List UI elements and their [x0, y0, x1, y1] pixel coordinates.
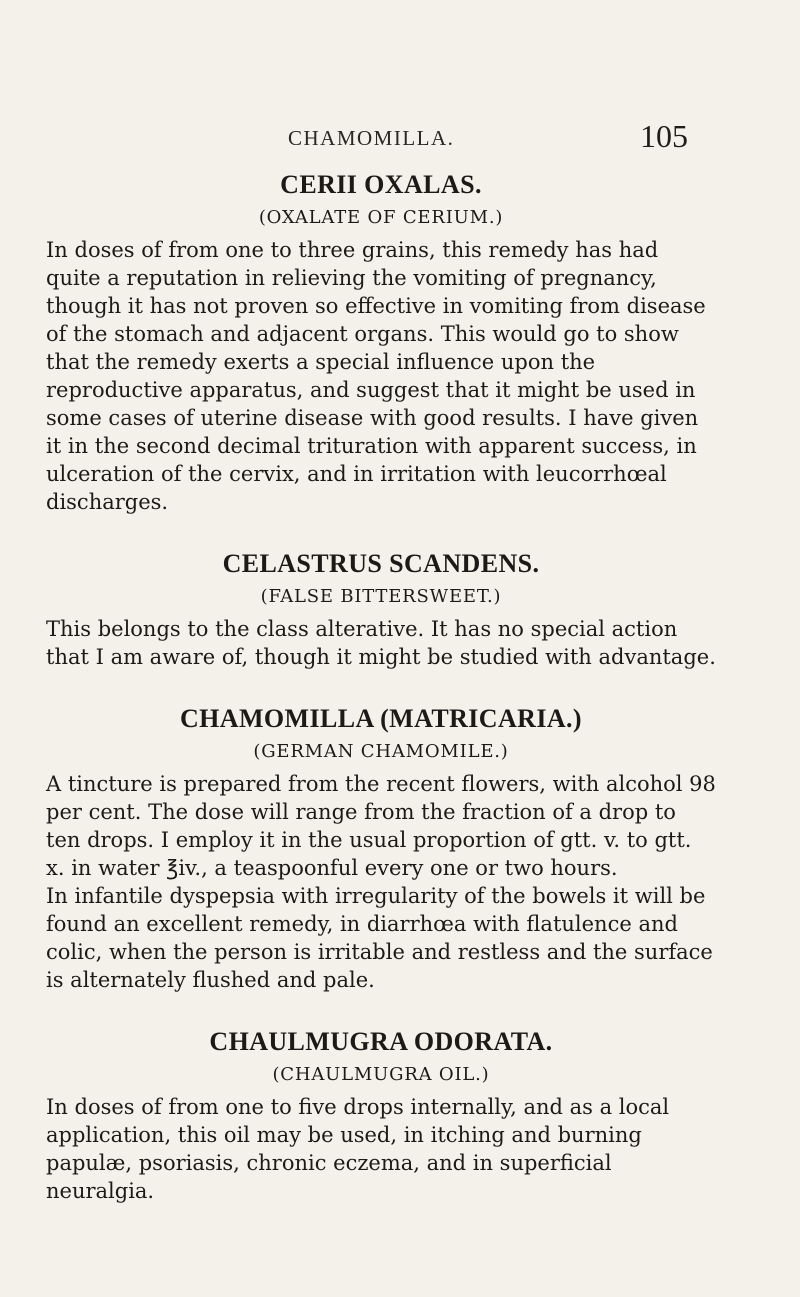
entry-paragraph: In doses of from one to five drops internally, and as a local application, this oil may be used, in itching and burning papulæ, psoriasis, chronic eczema, and in superficial neuralgia. [46, 1095, 670, 1203]
entry-subtitle: (GERMAN CHAMOMILE.) [253, 741, 509, 762]
entry-title: CHAULMUGRA ODORATA. [209, 1027, 553, 1056]
entry-title: CERII OXALAS. [280, 170, 482, 199]
running-title: CHAMOMILLA. [288, 126, 455, 150]
entry-paragraph: In doses of from one to three grains, this remedy has had quite a reputation in relieving the vomiting of pregnancy, though it has not proven so effective in vomiting from disease of the stomach and adjacent organs. This would go to show that the remedy exerts a special influence upon the reproductive apparatus, and suggest that it might be used in some cases of uterine disease with good results. I have given it in the second decimal trituration with apparent success, in ulceration of the cervix, and in irritation with leucorrhœal discharges. [46, 238, 706, 514]
entry-paragraph: A tincture is prepared from the recent flowers, with alcohol 98 per cent. The dose will range from the fraction of a drop to ten drops. I employ it in the usual proportion of gtt. v. to gtt. x. in water ℥iv., a teaspoonful every one or two hours. [46, 772, 716, 880]
running-head [0, 112, 800, 152]
entry-subtitle: (OXALATE OF CERIUM.) [258, 207, 504, 228]
entry-paragraph: This belongs to the class alterative. It has no special action that I am aware of, though it might be studied with advantage. [46, 617, 716, 669]
entry-paragraph: In infantile dyspepsia with irregularity of the bowels it will be found an excellent remedy, in diarrhœa with flatulence and colic, when the person is irritable and restless and the surface is alternately flushed and pale. [46, 884, 713, 992]
page-number: 105 [640, 118, 688, 154]
entry-subtitle: (FALSE BITTERSWEET.) [260, 586, 502, 607]
entry-cerii-oxalas [46, 170, 716, 516]
page-content [46, 170, 716, 1238]
entry-title: CELASTRUS SCANDENS. [222, 549, 540, 578]
entry-subtitle: (CHAULMUGRA OIL.) [272, 1064, 490, 1085]
entry-celastrus-scandens [46, 549, 716, 671]
entry-title: CHAMOMILLA (MATRICARIA.) [180, 704, 582, 733]
entry-chaulmugra-odorata [46, 1027, 716, 1205]
entry-chamomilla [46, 704, 716, 994]
